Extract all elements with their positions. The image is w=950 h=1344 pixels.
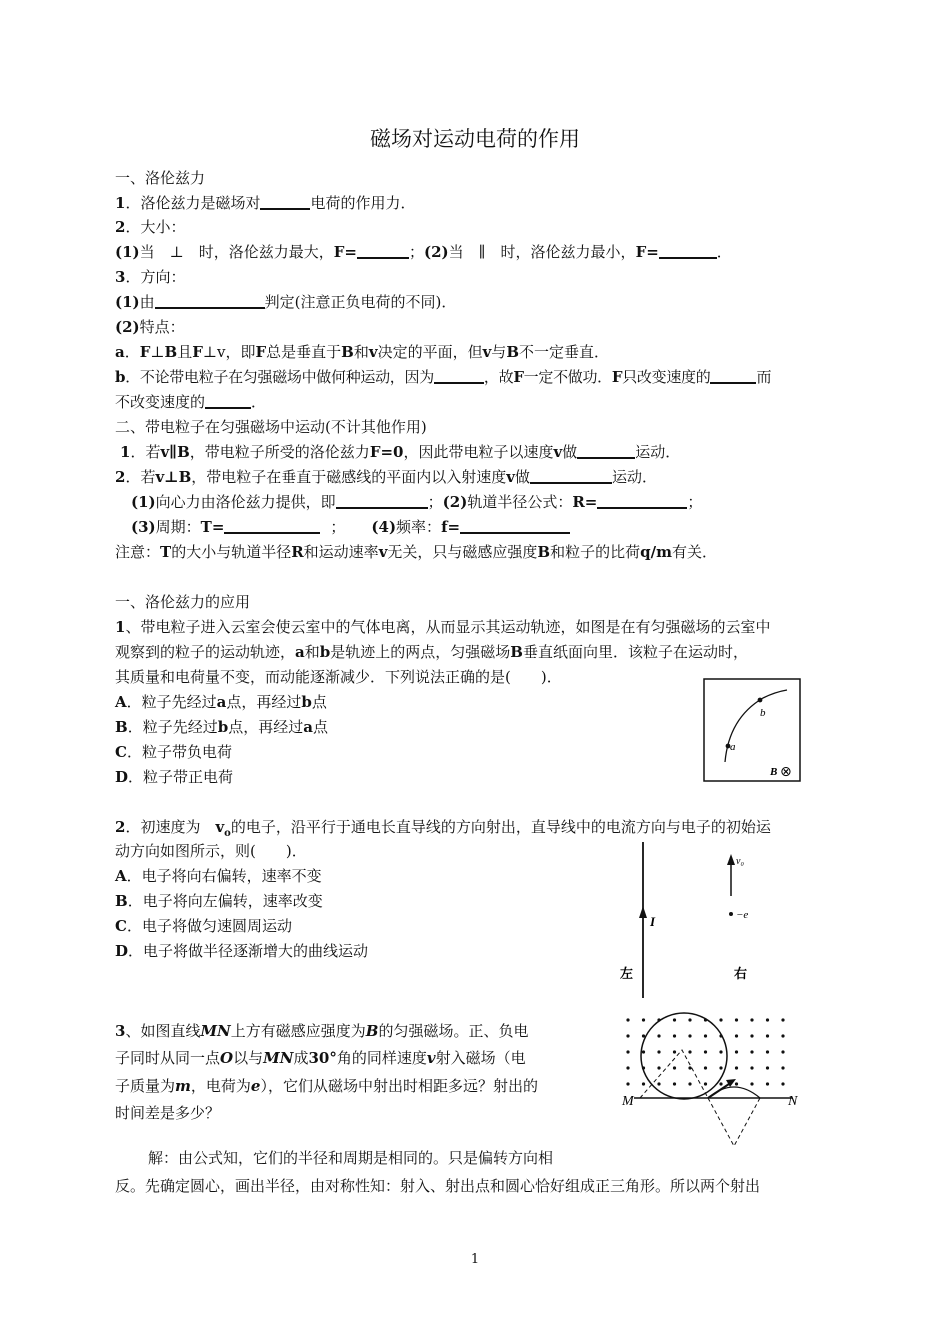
field-dot (781, 1050, 784, 1053)
symbol: a (216, 693, 227, 711)
field-dot (673, 1082, 676, 1085)
item-number: 3 (115, 1022, 126, 1040)
item-number: 2 (115, 818, 126, 836)
field-dot (657, 1066, 660, 1069)
symbol: 30° (308, 1049, 337, 1067)
item-text: 做 (514, 468, 530, 486)
field-dot (735, 1050, 738, 1053)
field-dot (642, 1082, 645, 1085)
symbol: a (303, 718, 313, 736)
motion-note (115, 541, 840, 563)
symbol: q/m (640, 543, 672, 561)
item-text: ，故 (483, 368, 514, 386)
option-text: ．粒子带负电荷 (126, 743, 232, 761)
separator: ； (427, 493, 443, 511)
symbol: F=0 (369, 443, 404, 461)
field-dot (704, 1050, 707, 1053)
symbol: F (139, 343, 151, 361)
fill-blank (357, 243, 409, 259)
item-text: 且 (177, 343, 193, 361)
fill-blank (659, 243, 717, 259)
symbol: v (506, 468, 515, 486)
item-text: ⊥ (150, 343, 165, 361)
option-key: D (115, 942, 129, 960)
symbol: v (426, 1049, 436, 1067)
field-dot (657, 1034, 660, 1037)
item-text: 做 (562, 443, 578, 461)
item-2 (115, 216, 840, 238)
symbol: MN (263, 1049, 294, 1067)
option-key: A (115, 693, 127, 711)
symbol: v∥B (160, 443, 190, 461)
item-number: 1 (115, 618, 126, 636)
option-text: ．电子将向右偏转，速率不变 (126, 867, 322, 885)
item-text: ，带电粒子所受的洛伦兹力 (189, 443, 370, 461)
symbol: MN (200, 1022, 231, 1040)
symbol: F (255, 343, 267, 361)
item-text: 判定(注意正负电荷的不同)． (264, 293, 457, 311)
symbol: B (164, 343, 178, 361)
option-text: ．粒子先经过 (126, 693, 217, 711)
fill-blank (336, 493, 428, 509)
field-dot (657, 1082, 660, 1085)
option-text: ．电子将做匀速圆周运动 (126, 917, 292, 935)
item-text: 成 (293, 1049, 309, 1067)
problem-2-line-2: 动方向如图所示，则( )． (115, 842, 307, 860)
separator: ； (408, 243, 424, 261)
item-text: 、带电粒子进入云室会使云室中的气体电离，从而显示其运动轨迹，如图是在有匀强磁场的云室中 (125, 618, 771, 636)
field-dot (719, 1082, 722, 1085)
electron-label: −e (736, 909, 749, 921)
symbol: v⊥B (155, 468, 192, 486)
solution-line-1: 解：由公式知，它们的半径和周期是相同的。只是偏转方向相 (148, 1149, 554, 1167)
symbol: v (215, 818, 225, 836)
item-number: 1 (115, 194, 126, 212)
field-dot (766, 1082, 769, 1085)
field-dot (735, 1034, 738, 1037)
item-text: 总是垂直于 (266, 343, 342, 361)
sub-label: (2) (423, 243, 449, 261)
item-number: 3 (115, 268, 126, 286)
symbol: B (510, 643, 523, 661)
fill-blank (224, 518, 320, 534)
field-dot (766, 1018, 769, 1021)
item-text: 电荷的作用力． (310, 194, 416, 212)
item-text: ），它们从磁场中射出时相距多远？射出的 (260, 1077, 538, 1095)
sub-label: (4) (371, 518, 397, 536)
punctuation: ． (716, 243, 732, 261)
field-dot (626, 1018, 629, 1021)
item-number: 1 (120, 443, 131, 461)
item-text: ，因此带电粒子以速度 (403, 443, 554, 461)
motion-item-2 (115, 466, 840, 488)
field-dot (642, 1050, 645, 1053)
option-key: D (115, 768, 129, 786)
item-text: 射入磁场（电 (435, 1049, 526, 1067)
symbol: T (160, 543, 172, 561)
item-text: 向心力由洛伦兹力提供，即 (155, 493, 336, 511)
fill-blank (577, 443, 635, 459)
problem-3-line-3 (115, 1075, 595, 1097)
option-text: 点 (312, 718, 328, 736)
field-dot (704, 1082, 707, 1085)
field-dot (657, 1050, 660, 1053)
field-dot (750, 1082, 753, 1085)
upper-triangle (640, 1050, 708, 1098)
section-heading-lorentz: 一、洛伦兹力 (115, 169, 206, 187)
item-text: 当 ∥ 时，洛伦兹力最小， (448, 243, 636, 261)
item-text: 由 (139, 293, 155, 311)
point-b (758, 698, 763, 703)
field-dot (673, 1050, 676, 1053)
field-dot (704, 1034, 707, 1037)
trajectory-circle (641, 1013, 727, 1099)
point-a-label: a (730, 741, 736, 753)
item-3-rule (115, 291, 840, 313)
problem-1-line-2 (115, 641, 840, 663)
field-dot (750, 1018, 753, 1021)
formula-label: f= (441, 518, 461, 536)
field-dot (688, 1034, 691, 1037)
formula-label: T= (200, 518, 225, 536)
option-text: 点，再经过 (228, 718, 304, 736)
symbol: b (217, 718, 229, 736)
field-dot (626, 1034, 629, 1037)
sub-label: (2) (442, 493, 468, 511)
item-text: 与 (491, 343, 507, 361)
item-text: 不一定垂直． (519, 343, 610, 361)
item-text: ，带电粒子在垂直于磁感线的平面内以入射速度 (191, 468, 507, 486)
symbol: B (506, 343, 519, 361)
item-text: 上方有磁感应强度为 (230, 1022, 366, 1040)
wire-electron-figure (610, 838, 770, 1003)
item-text: 和运动速率 (303, 543, 379, 561)
feature-b (115, 366, 840, 388)
item-text: 子质量为 (115, 1077, 176, 1095)
item-text: ．不论带电粒子在匀强磁场中做何种运动，因为 (125, 368, 434, 386)
option-key: C (115, 917, 127, 935)
symbol: B (537, 543, 551, 561)
field-dot (719, 1066, 722, 1069)
field-dot (766, 1034, 769, 1037)
subscript: o (224, 828, 231, 839)
page-title: 磁场对运动电荷的作用 (370, 127, 580, 151)
item-2-formula-line (115, 241, 840, 263)
sub-label: (1) (115, 293, 140, 311)
item-text: ．初速度为 (125, 818, 216, 836)
item-text: 特点： (139, 318, 185, 336)
field-dot (719, 1050, 722, 1053)
field-label: B (770, 766, 778, 778)
motion-item-1 (120, 441, 845, 463)
item-text: 垂直纸面向里．该粒子在运动时， (522, 643, 748, 661)
symbol: F (513, 368, 524, 386)
cloud-chamber-figure (703, 678, 801, 782)
field-dot (781, 1066, 784, 1069)
fill-blank (205, 393, 251, 409)
symbol: v (368, 343, 378, 361)
section-heading-motion: 二、带电粒子在匀强磁场中运动(不计其他作用) (115, 418, 427, 436)
symbol: B (365, 1022, 379, 1040)
formula-label: R= (572, 493, 598, 511)
item-text: 一定不做功． (523, 368, 612, 386)
symbol: e (250, 1077, 261, 1095)
field-dot (673, 1034, 676, 1037)
fill-blank (597, 493, 687, 509)
item-text: 不改变速度的 (115, 393, 206, 411)
item-text: 和 (304, 643, 320, 661)
fill-blank (260, 194, 310, 210)
item-text: ．方向： (125, 268, 186, 286)
label-m: M (622, 1094, 634, 1109)
fill-blank (434, 368, 484, 384)
sub-label: b (115, 368, 126, 386)
feature-b-cont (115, 391, 840, 413)
item-text: 只改变速度的 (622, 368, 711, 386)
option-text: ．电子将做半径逐渐增大的曲线运动 (128, 942, 369, 960)
item-text: 轨道半径公式： (467, 493, 573, 511)
field-dot (735, 1082, 738, 1085)
option-text: ．粒子先经过 (127, 718, 218, 736)
symbol: v (378, 543, 388, 561)
symbol: a (295, 643, 305, 661)
item-text: 而 (756, 368, 772, 386)
separator: ； (330, 518, 346, 536)
field-dot (688, 1082, 691, 1085)
symbol: B (341, 343, 354, 361)
field-dot (750, 1034, 753, 1037)
symbol: m (175, 1077, 191, 1095)
symbol: O (220, 1049, 234, 1067)
field-dot (766, 1066, 769, 1069)
item-text: 决定的平面，但 (377, 343, 483, 361)
field-dot (704, 1066, 707, 1069)
into-page-symbol: ⊗ (780, 764, 792, 780)
item-text: 观察到的粒子的运动轨迹， (115, 643, 296, 661)
formula-label: F= (333, 243, 357, 261)
item-text: 和粒子的比荷 (550, 543, 641, 561)
item-text: ．洛伦兹力是磁场对 (125, 194, 261, 212)
item-text: 运动． (612, 468, 658, 486)
field-geometry-figure (616, 1012, 802, 1150)
fill-blank (710, 368, 756, 384)
field-dot (750, 1050, 753, 1053)
field-dot (642, 1018, 645, 1021)
item-text: ，电荷为 (190, 1077, 251, 1095)
problem-3-line-2 (115, 1047, 595, 1069)
item-text: 的大小与轨道半径 (171, 543, 292, 561)
symbol: R (291, 543, 304, 561)
option-text: 点，再经过 (226, 693, 302, 711)
field-dot (673, 1066, 676, 1069)
problem-3-line-4: 时间差是多少？ (115, 1104, 221, 1122)
sub-label: (1) (115, 243, 140, 261)
symbol: b (319, 643, 331, 661)
field-dot (626, 1082, 629, 1085)
fill-blank (530, 468, 612, 484)
symbol: v (482, 343, 492, 361)
option-text: ．粒子带正电荷 (128, 768, 234, 786)
field-dot (781, 1018, 784, 1021)
field-dot (750, 1066, 753, 1069)
item-number: 2 (115, 218, 126, 236)
current-arrow-icon (639, 906, 647, 918)
motion-formulas-2 (131, 516, 856, 538)
item-1 (115, 192, 840, 214)
option-key: B (115, 718, 128, 736)
motion-formulas-1 (131, 491, 856, 513)
punctuation: ． (251, 393, 267, 411)
problem-1-line-1 (115, 616, 840, 638)
symbol: b (301, 693, 312, 711)
item-text: ．若 (125, 468, 156, 486)
field-dot (688, 1066, 691, 1069)
current-label: I (650, 914, 656, 929)
fill-blank (155, 293, 265, 309)
field-dot (781, 1082, 784, 1085)
item-text: 是轨迹上的两点，匀强磁场 (330, 643, 511, 661)
page-number: 1 (470, 1252, 480, 1267)
item-text: 频率： (396, 518, 442, 536)
item-3 (115, 266, 840, 288)
item-text: 的电子，沿平行于通电长直导线的方向射出，直导线中的电流方向与电子的初始运 (230, 818, 771, 836)
item-text: ⊥v，即 (202, 343, 256, 361)
velocity-label: v₀ (736, 856, 744, 867)
item-text: 无关，只与磁感应强度 (387, 543, 538, 561)
field-dot (735, 1018, 738, 1021)
field-dot (688, 1018, 691, 1021)
item-text: 注意： (115, 543, 161, 561)
symbol: F (192, 343, 203, 361)
option-key: A (115, 867, 127, 885)
left-label: 左 (620, 967, 634, 982)
item-text: 有关． (671, 543, 717, 561)
field-dot (735, 1066, 738, 1069)
option-key: C (115, 743, 127, 761)
separator: ； (687, 493, 703, 511)
lower-triangle (708, 1098, 760, 1146)
field-dot (719, 1018, 722, 1021)
item-text: ．大小： (125, 218, 186, 236)
item-number: 2 (115, 468, 126, 486)
field-dot (688, 1050, 691, 1053)
field-dot (781, 1034, 784, 1037)
feature-a (115, 341, 840, 363)
sub-label: (1) (131, 493, 156, 511)
item-3-features (115, 316, 840, 338)
formula-label: F= (635, 243, 659, 261)
field-dot (673, 1018, 676, 1021)
sub-label: (3) (131, 518, 156, 536)
solution-line-2: 反。先确定圆心，画出半径，由对称性知：射入、射出点和圆心恰好组成正三角形。所以两个射出 (115, 1177, 761, 1195)
symbol: F (611, 368, 623, 386)
item-text: 周期： (155, 518, 201, 536)
item-text: 的匀强磁场。正、负电 (378, 1022, 529, 1040)
item-text: ． (124, 343, 140, 361)
item-text: 当 ⊥ 时，洛伦兹力最大， (139, 243, 334, 261)
sub-label: (2) (115, 318, 140, 336)
field-dot (626, 1066, 629, 1069)
section-heading-application: 一、洛伦兹力的应用 (115, 593, 251, 611)
item-text: 子同时从同一点 (115, 1049, 221, 1067)
item-text: 和 (353, 343, 369, 361)
item-text: 角的同样速度 (336, 1049, 427, 1067)
option-text: 点 (311, 693, 327, 711)
problem-1-line-3: 其质量和电荷量不变，而动能逐渐减少．下列说法正确的是( )． (115, 668, 562, 686)
item-text: 以与 (233, 1049, 264, 1067)
field-dot (626, 1050, 629, 1053)
symbol: v (553, 443, 563, 461)
electron-dot (729, 912, 733, 916)
item-text: ．若 (130, 443, 161, 461)
right-label: 右 (734, 967, 748, 982)
field-dot (766, 1050, 769, 1053)
item-text: 、如图直线 (125, 1022, 201, 1040)
sub-label: a (115, 343, 125, 361)
problem-3-line-1 (115, 1020, 595, 1042)
option-key: B (115, 892, 128, 910)
velocity-arrow-icon (727, 854, 735, 865)
option-text: ．电子将向左偏转，速率改变 (127, 892, 323, 910)
fill-blank (460, 518, 570, 534)
point-b-label: b (760, 707, 766, 719)
item-text: 运动． (635, 443, 681, 461)
label-n: N (788, 1094, 798, 1109)
